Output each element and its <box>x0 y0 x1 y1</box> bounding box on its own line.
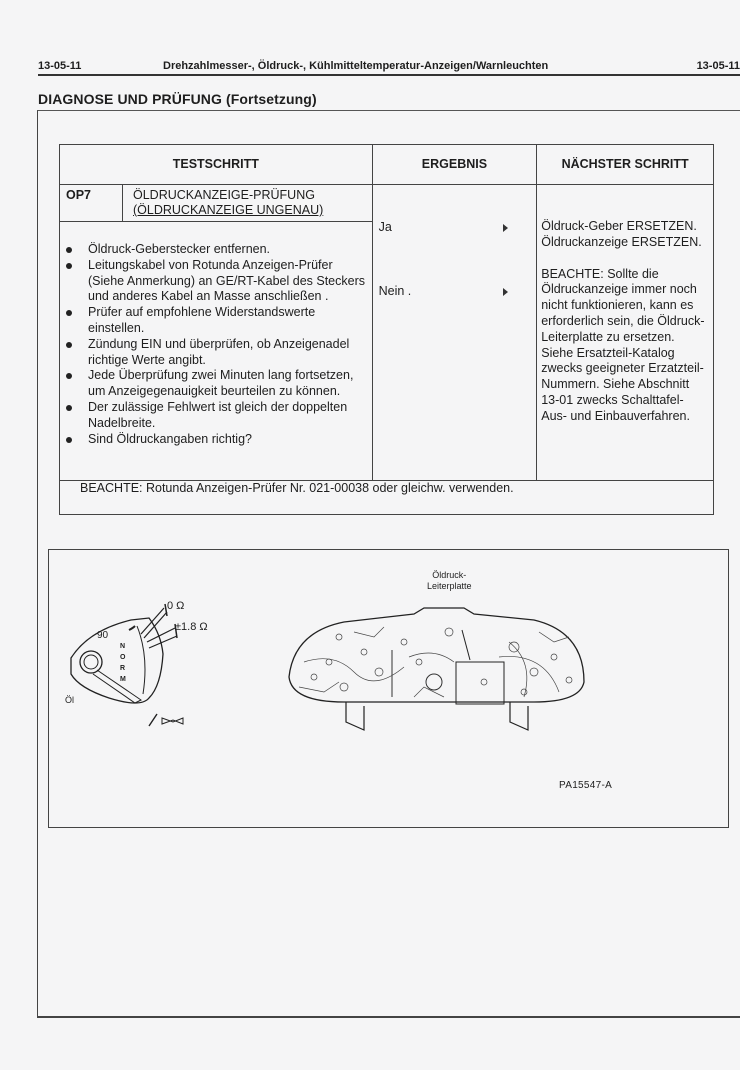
list-item: Prüfer auf empfohlene Widerstandswerte einstellen. <box>66 305 366 337</box>
header-rule <box>38 74 740 76</box>
test-step-cell <box>60 185 373 481</box>
resistance-0-label: 0 Ω <box>167 600 185 612</box>
next-step-ja: Öldruck-Geber ERSETZEN. Öldruckanzeige ERSETZEN. <box>541 219 702 249</box>
header-title: Drehzahlmesser-, Öldruck-, Kühlmitteltemperatur-Anzeigen/Warnleuchten <box>163 60 549 72</box>
note-row <box>60 481 714 515</box>
result-cell <box>372 185 537 481</box>
op-title-line2: (ÖLDRUCKANZEIGE UNGENAU) <box>133 203 324 217</box>
gauge-scale-norm: NORM <box>120 643 126 683</box>
arrow-right-icon <box>503 288 508 296</box>
next-step-nein: BEACHTE: Sollte die Öldruckanzeige immer noch nicht funktionieren, kann es erforderlich sein, die Öldruck-Leiterplatte zu ersetzen. Siehe Ersatzteil-Katalog zwecks geeigneter Erzatzteil-Nummern. Siehe Abschnitt 13-01 zwecks Schalttafel-Aus- und Einbauverfahren. <box>541 266 705 423</box>
column-header-ergebnis: ERGEBNIS <box>372 145 537 185</box>
table-header-row <box>60 145 714 185</box>
table-note: BEACHTE: Rotunda Anzeigen-Prüfer Nr. 021-00038 oder gleichw. verwenden. <box>60 481 714 515</box>
column-header-testschritt: TESTSCHRITT <box>60 145 373 185</box>
result-label: Nein . <box>378 284 412 298</box>
gauge-scale-90: 90 <box>97 630 109 641</box>
section-title: DIAGNOSE UND PRÜFUNG (Fortsetzung) <box>38 91 317 107</box>
op-code: OP7 <box>60 185 123 221</box>
callout-line1: Öldruck- <box>432 570 467 580</box>
arrow-right-icon <box>503 224 508 232</box>
callout-line2: Leiterplatte <box>427 581 472 591</box>
table-row <box>60 185 714 481</box>
list-item: Sind Öldruckangaben richtig? <box>66 432 366 448</box>
diagnosis-table <box>59 144 714 515</box>
column-header-naechster-schritt: NÄCHSTER SCHRITT <box>537 145 714 185</box>
list-item: Jede Überprüfung zwei Minuten lang fortsetzen, um Anzeigegenauigkeit beurteilen zu können. <box>66 368 366 400</box>
callout-label <box>427 570 472 592</box>
section-number-right: 13-05-11 <box>696 60 740 72</box>
op-title-line1: ÖLDRUCKANZEIGE-PRÜFUNG <box>133 188 315 202</box>
list-item: Öldruck-Geberstecker entfernen. <box>66 242 366 258</box>
list-item: Zündung EIN und überprüfen, ob Anzeigenadel richtige Werte angibt. <box>66 337 366 369</box>
instrument-cluster-illustration <box>284 602 594 742</box>
oil-gauge-illustration <box>49 590 249 740</box>
resistance-18-label: ±1.8 Ω <box>175 621 208 633</box>
next-step-cell <box>537 185 714 481</box>
result-nein <box>379 284 412 300</box>
list-item: Leitungskabel von Rotunda Anzeigen-Prüfer (Siehe Anmerkung) an GE/RT-Kabel des Steckers und anderes Kabel an Masse anschließen . <box>66 258 366 305</box>
result-ja <box>379 220 392 236</box>
result-label: Ja <box>378 220 392 234</box>
figure-id: PA15547-A <box>559 780 613 791</box>
op-title <box>123 185 333 221</box>
section-number-left: 13-05-11 <box>38 60 82 72</box>
op-heading <box>60 185 372 222</box>
list-item: Der zulässige Fehlwert ist gleich der doppelten Nadelbreite. <box>66 400 366 432</box>
step-list <box>60 222 372 452</box>
figure-box <box>48 549 729 828</box>
oil-label: Öl <box>65 695 74 705</box>
